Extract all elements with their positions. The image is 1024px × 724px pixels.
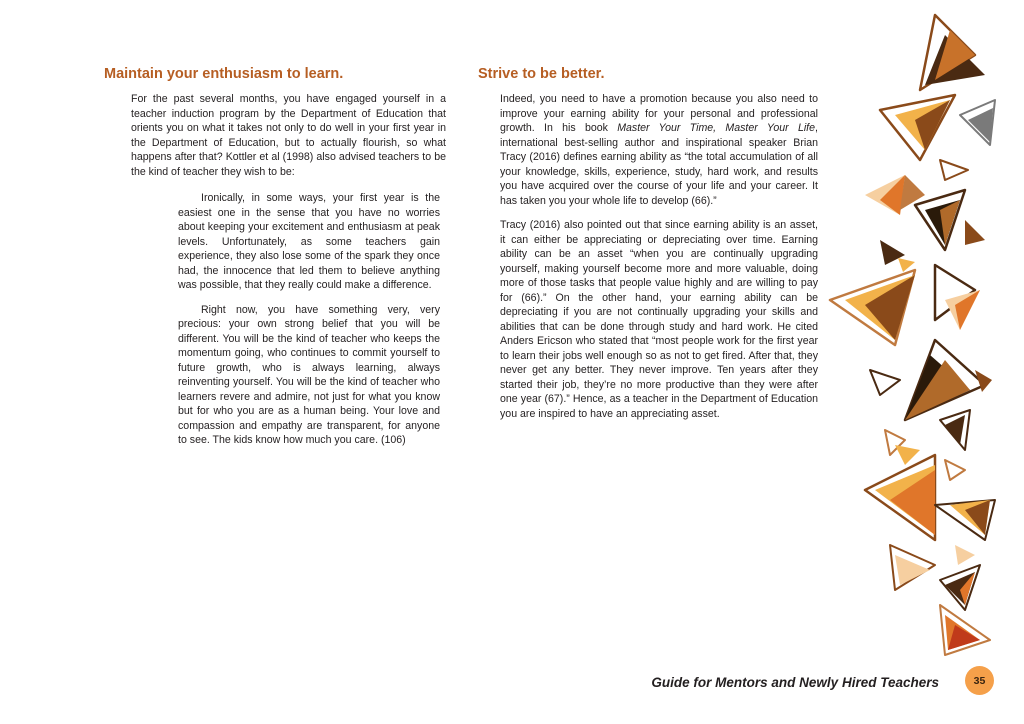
section-heading-strive: Strive to be better. xyxy=(478,66,605,82)
triangle-shape xyxy=(955,545,975,565)
section-heading-enthusiasm: Maintain your enthusiasm to learn. xyxy=(104,66,344,82)
earning-ability-paragraph xyxy=(500,92,818,208)
triangle-shape xyxy=(895,445,920,465)
triangle-shape xyxy=(945,460,965,480)
triangle-decoration xyxy=(820,0,1024,660)
paragraph-text: , international best-selling author and inspirational speaker Brian Tracy (2016) defines earning ability as “the total accumulation of all your knowledge, skills, experience, study, hard work, and results you have acquired over the course of your life and your career. It has taken you your whole life to develop (66).” xyxy=(500,122,818,207)
decorative-triangles xyxy=(830,15,995,655)
left-column xyxy=(104,66,446,448)
paragraph-text: Indeed, you need to have a promotion because you also need to improve your earning ability for your personal and professional growth. In his book xyxy=(500,93,818,134)
book-title: Master Your Time, Master Your Life xyxy=(617,122,816,134)
quote-paragraph-2: Right now, you have something very, very precious: your own strong belief that you will be different. You will be the kind of teacher who keeps the momentum going, who continues to commit yourself to future growth, who is always learning, always reinventing yourself. You will be the kind of teacher who learners revere and admire, not just for what you know but for who you are as a human being. Your love and compassion and empathy are transparent, for anyone to see. The kids know how much you care. (106) xyxy=(178,303,440,446)
triangle-shape xyxy=(870,370,900,395)
triangle-shape xyxy=(940,160,968,180)
triangle-shape xyxy=(965,220,985,245)
block-quote xyxy=(178,191,440,448)
footer-title: Guide for Mentors and Newly Hired Teachers xyxy=(651,675,939,690)
right-column xyxy=(478,66,818,421)
appreciating-asset-paragraph: Tracy (2016) also pointed out that since earning ability is an asset, it can either be appreciating or depreciating over time. Earning ability can be an asset “when you are continually upgrading yourself, making yourself become more and more valuable, doing more of those tasks that people value highly and are willing to pay for (66).” On the other hand, your earning ability can be depreciating if you are not continually upgrading your skills and abilities that can be done through study and hard work. He cited Anders Ericson who stated that “most people work for the first year to learn their jobs well enough so as not to get fired. After that, they never get any better. They never improve. Ten years after they started their job, they’re no more productive than they were after one year (67).” Hence, as a teacher in the Department of Education you are inspired to have an appreciating asset. xyxy=(500,219,818,420)
quote-paragraph-1: Ironically, in some ways, your first year is the easiest one in the sense that you have no worries about keeping your excitement and enthusiasm at peak levels. Unfortunately, as some teachers gain experience, they also lose some of the spark they once had, the innocence that led them to believe anything was possible, that they really could make a difference. xyxy=(178,192,440,291)
intro-paragraph: For the past several months, you have engaged yourself in a teacher induction program by the Department of Education that orients you on what it takes not only to do well in your first year in the Department of Education, but to actually flourish, so what happens after that? Kottler et al (1998) also advised teachers to be the kind of teacher they wish to be: xyxy=(131,93,446,178)
page-number-badge: 35 xyxy=(965,666,994,695)
